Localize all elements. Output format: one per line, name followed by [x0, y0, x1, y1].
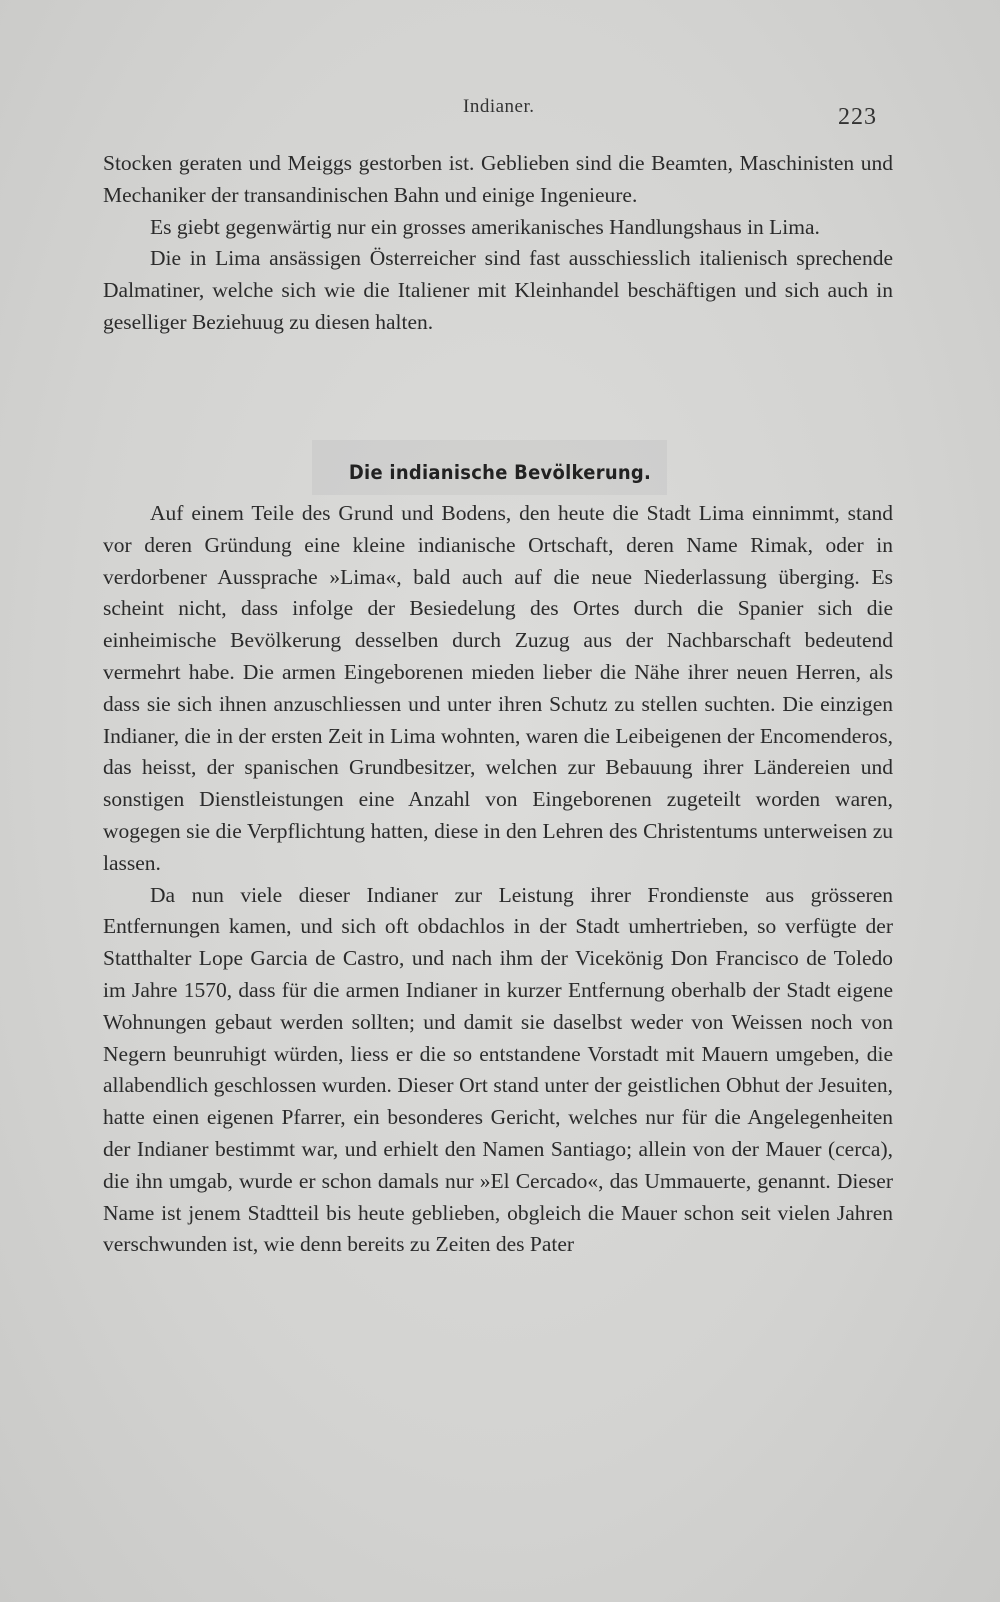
- paragraph-el-cercado: Da nun viele dieser Indianer zur Leistung ihrer Frondienste aus grösseren Entfernungen kamen, und sich oft obdachlos in der Stadt umhertrieben, so verfügte der Statthalter Lope Garcia de Castro, und nach ihm der Vicekönig Don Francisco de Toledo im Jahre 1570, dass für die armen Indianer in kurzer Entfernung oberhalb der Stadt eigene Wohnungen gebaut werden sollten; und damit sie daselbst weder von Weissen noch von Negern beunruhigt würden, liess er die so entstandene Vorstadt mit Mauern umgeben, die allabendlich geschlossen wurden. Dieser Ort stand unter der geistlichen Obhut der Jesuiten, hatte einen eigenen Pfarrer, ein besonderes Gericht, welches nur für die Angelegenheiten der Indianer bestimmt war, und erhielt den Namen Santiago; allein von der Mauer (cerca), die ihn umgab, wurde er schon damals nur »El Cercado«, das Ummauerte, genannt. Dieser Name ist jenem Stadtteil bis heute geblieben, obgleich die Mauer schon seit vielen Jahren verschwunden ist, wie denn bereits zu Zeiten des Pater: [103, 882, 893, 1257]
- section-heading: Die indianische Bevölkerung.: [348, 461, 652, 484]
- paragraph-handlungshaus: Es giebt gegenwärtig nur ein grosses amerikanisches Handlungshaus in Lima.: [150, 214, 820, 239]
- running-head: Indianer.: [463, 96, 535, 117]
- paragraph-oesterreicher: Die in Lima ansässigen Österreicher sind fast ausschiesslich italienisch sprechende Dalmatiner, welche sich wie die Italiener mit Kleinhandel beschäftigen und sich auch in geselliger Beziehuug zu diesen halten.: [103, 246, 893, 334]
- paragraph-continuation: Stocken geraten und Meiggs gestorben ist. Geblieben sind die Beamten, Maschinisten und Mechaniker der transandinischen Bahn und einige Ingenieure.: [103, 151, 893, 207]
- paragraph-rimak: Auf einem Teile des Grund und Bodens, den heute die Stadt Lima einnimmt, stand vor deren Gründung eine kleine indianische Ortschaft, deren Name Rimak, oder in verdorbener Aussprache »Lima«, bald auch auf die neue Niederlassung überging. Es scheint nicht, dass infolge der Besiedelung des Ortes durch die Spanier sich die einheimische Bevölkerung desselben durch Zuzug aus der Nachbarschaft bedeutend vermehrt habe. Die armen Eingeborenen mieden lieber die Nähe ihrer neuen Herren, als dass sie sich ihnen anzuschliessen und unter ihren Schutz zu stellen suchten. Die einzigen Indianer, die in der ersten Zeit in Lima wohnten, waren die Leibeigenen der Encomenderos, das heisst, der spanischen Grundbesitzer, welchen zur Bebauung ihrer Ländereien und sonstigen Dienstleistungen eine Anzahl von Eingeborenen zugeteilt worden waren, wogegen sie die Verpflichtung hatten, diese in den Lehren des Christentums unterweisen zu lassen.: [103, 501, 893, 875]
- section-text-block: [103, 498, 893, 1261]
- intro-text-block: [103, 148, 893, 339]
- page-number: 223: [838, 104, 877, 130]
